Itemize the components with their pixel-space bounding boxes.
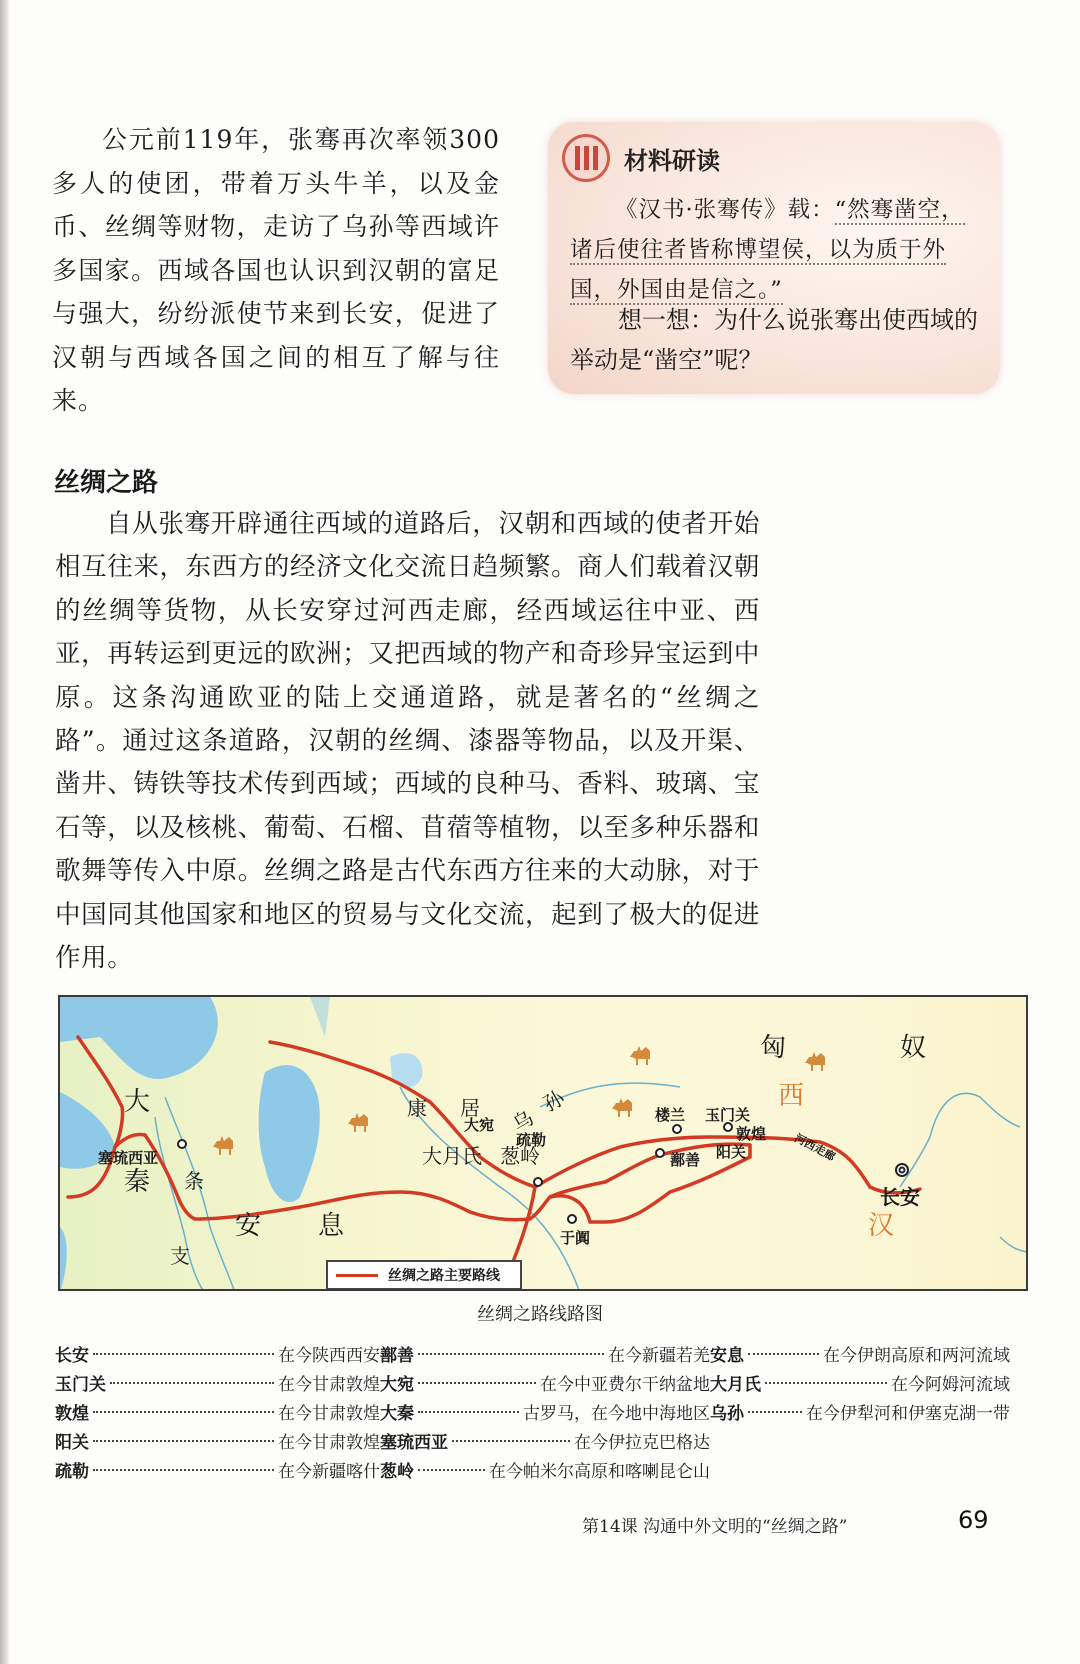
region-label-daqin: 秦 [124,1167,151,1197]
section-heading: 丝绸之路 [54,468,159,498]
glossary-item: 敦煌 在今甘肃敦煌 [55,1404,380,1424]
glossary-item: 葱岭 在今帕米尔高原和喀喇昆仑山 [380,1462,710,1482]
place-label-yutian: 于阗 [560,1229,591,1247]
region-label-kangju: 居 [460,1096,480,1120]
glossary-item: 疏勒 在今新疆喀什 [55,1462,380,1482]
place-label-dunhuang: 敦煌 [736,1125,767,1143]
region-label-xiyu: 西 [778,1081,805,1111]
silk-road-map [58,995,1028,1291]
region-label-wusun: 孙 [539,1085,569,1117]
region-label-han: 汉 [868,1211,895,1241]
place-label-hexi-corridor: 河西走廊 [792,1131,838,1164]
glossary-item: 乌孙 在今伊犁河和伊塞克湖一带 [710,1404,1010,1424]
route-line-swatch [336,1274,378,1277]
glossary-column [55,1345,380,1484]
place-label-yangguan: 阳关 [716,1143,747,1161]
region-label-xiongnu: 匈 [760,1033,787,1063]
callout-title: 材料研读 [624,146,720,175]
region-label-xiongnu: 奴 [900,1033,927,1063]
lesson-footer: 第14课 沟通中外文明的“丝绸之路” [582,1517,848,1537]
place-label-dayuan: 大宛 [464,1116,495,1134]
glossary-item: 玉门关 在今甘肃敦煌 [55,1375,380,1395]
quote-text: “然骞凿空，诸后使往者皆称博望侯，以为质于外国，外国由是信之。” [570,197,965,303]
callout-header [562,134,720,182]
glossary-item: 塞琉西亚 在今伊拉克巴格达 [380,1433,710,1453]
book-spine-shadow [0,0,10,1664]
legend-label: 丝绸之路主要路线 [388,1268,500,1284]
place-name-glossary [55,1345,1055,1484]
glossary-item: 大宛 在今中亚费尔干纳盆地 [380,1375,710,1395]
intro-paragraph [52,118,500,423]
glossary-column [380,1345,710,1484]
glossary-column [710,1345,1010,1484]
region-label-tiaozhi: 支 [170,1244,190,1268]
map-legend [326,1260,522,1290]
region-label-wusun: 乌 [508,1105,538,1137]
region-label-kangju: 康 [407,1096,427,1120]
question-text: 想一想：为什么说张骞出使西域的举动是“凿空”呢？ [570,306,978,374]
place-label-yumenguan: 玉门关 [705,1106,751,1124]
glossary-item: 大月氏 在今阿姆河流域 [710,1375,1010,1395]
intro-text: 公元前119年，张骞再次率领300多人的使团，带着万头牛羊，以及金币、丝绸等财物，走访了乌孙等西域许多国家。西域各国也认识到汉朝的富足与强大，纷纷派使节来到长安，促进了汉朝与西域各国之间的相互了解与往来。 [52,125,500,415]
map-caption: 丝绸之路线路图 [477,1304,603,1325]
place-label-congling: 葱岭 [500,1144,540,1168]
place-label-changan: 长安 [880,1185,920,1209]
think-question [570,300,984,380]
quote-source: 《汉书·张骞传》载： [615,197,835,223]
place-label-shanshan: 鄯善 [670,1151,701,1169]
historical-quote [570,190,984,310]
page-number: 69 [958,1506,989,1534]
place-label-dayuezhi: 大月氏 [422,1144,482,1168]
glossary-item: 安息 在今伊朗高原和两河流域 [710,1346,1010,1366]
region-label-daqin: 大 [124,1087,151,1117]
place-label-shule: 疏勒 [516,1131,547,1149]
region-label-anxi: 安 [235,1211,262,1241]
book-stamp-icon [562,134,610,182]
section-paragraph [55,503,760,980]
glossary-item: 大秦 古罗马，在今地中海地区 [380,1404,710,1424]
material-reading-box [548,122,1000,394]
region-label-anxi: 息 [318,1211,345,1241]
region-label-tiaozhi: 条 [184,1169,204,1193]
glossary-item: 长安 在今陕西西安 [55,1346,380,1366]
section-text: 自从张骞开辟通往西域的道路后，汉朝和西域的使者开始相互往来，东西方的经济文化交流日趋频繁。商人们载着汉朝的丝绸等货物，从长安穿过河西走廊，经西域运往中亚、西亚，再转运到更远的欧洲；又把西域的物产和奇珍异宝运到中原。这条沟通欧亚的陆上交通道路，就是著名的“丝绸之路”。通过这条道路，汉朝的丝绸、漆器等物品，以及开渠、凿井、铸铁等技术传到西域；西域的良种马、香料、玻璃、宝石等，以及核桃、葡萄、石榴、苜蓿等植物，以至多种乐器和歌舞等传入中原。丝绸之路是古代东西方往来的大动脉，对于中国同其他国家和地区的贸易与文化交流，起到了极大的促进作用。 [55,509,760,974]
place-label-seleucia: 塞琉西亚 [98,1149,159,1167]
place-label-loulan: 楼兰 [655,1106,686,1124]
glossary-item: 阳关 在今甘肃敦煌 [55,1433,380,1453]
glossary-item: 鄯善 在今新疆若羌 [380,1346,710,1366]
